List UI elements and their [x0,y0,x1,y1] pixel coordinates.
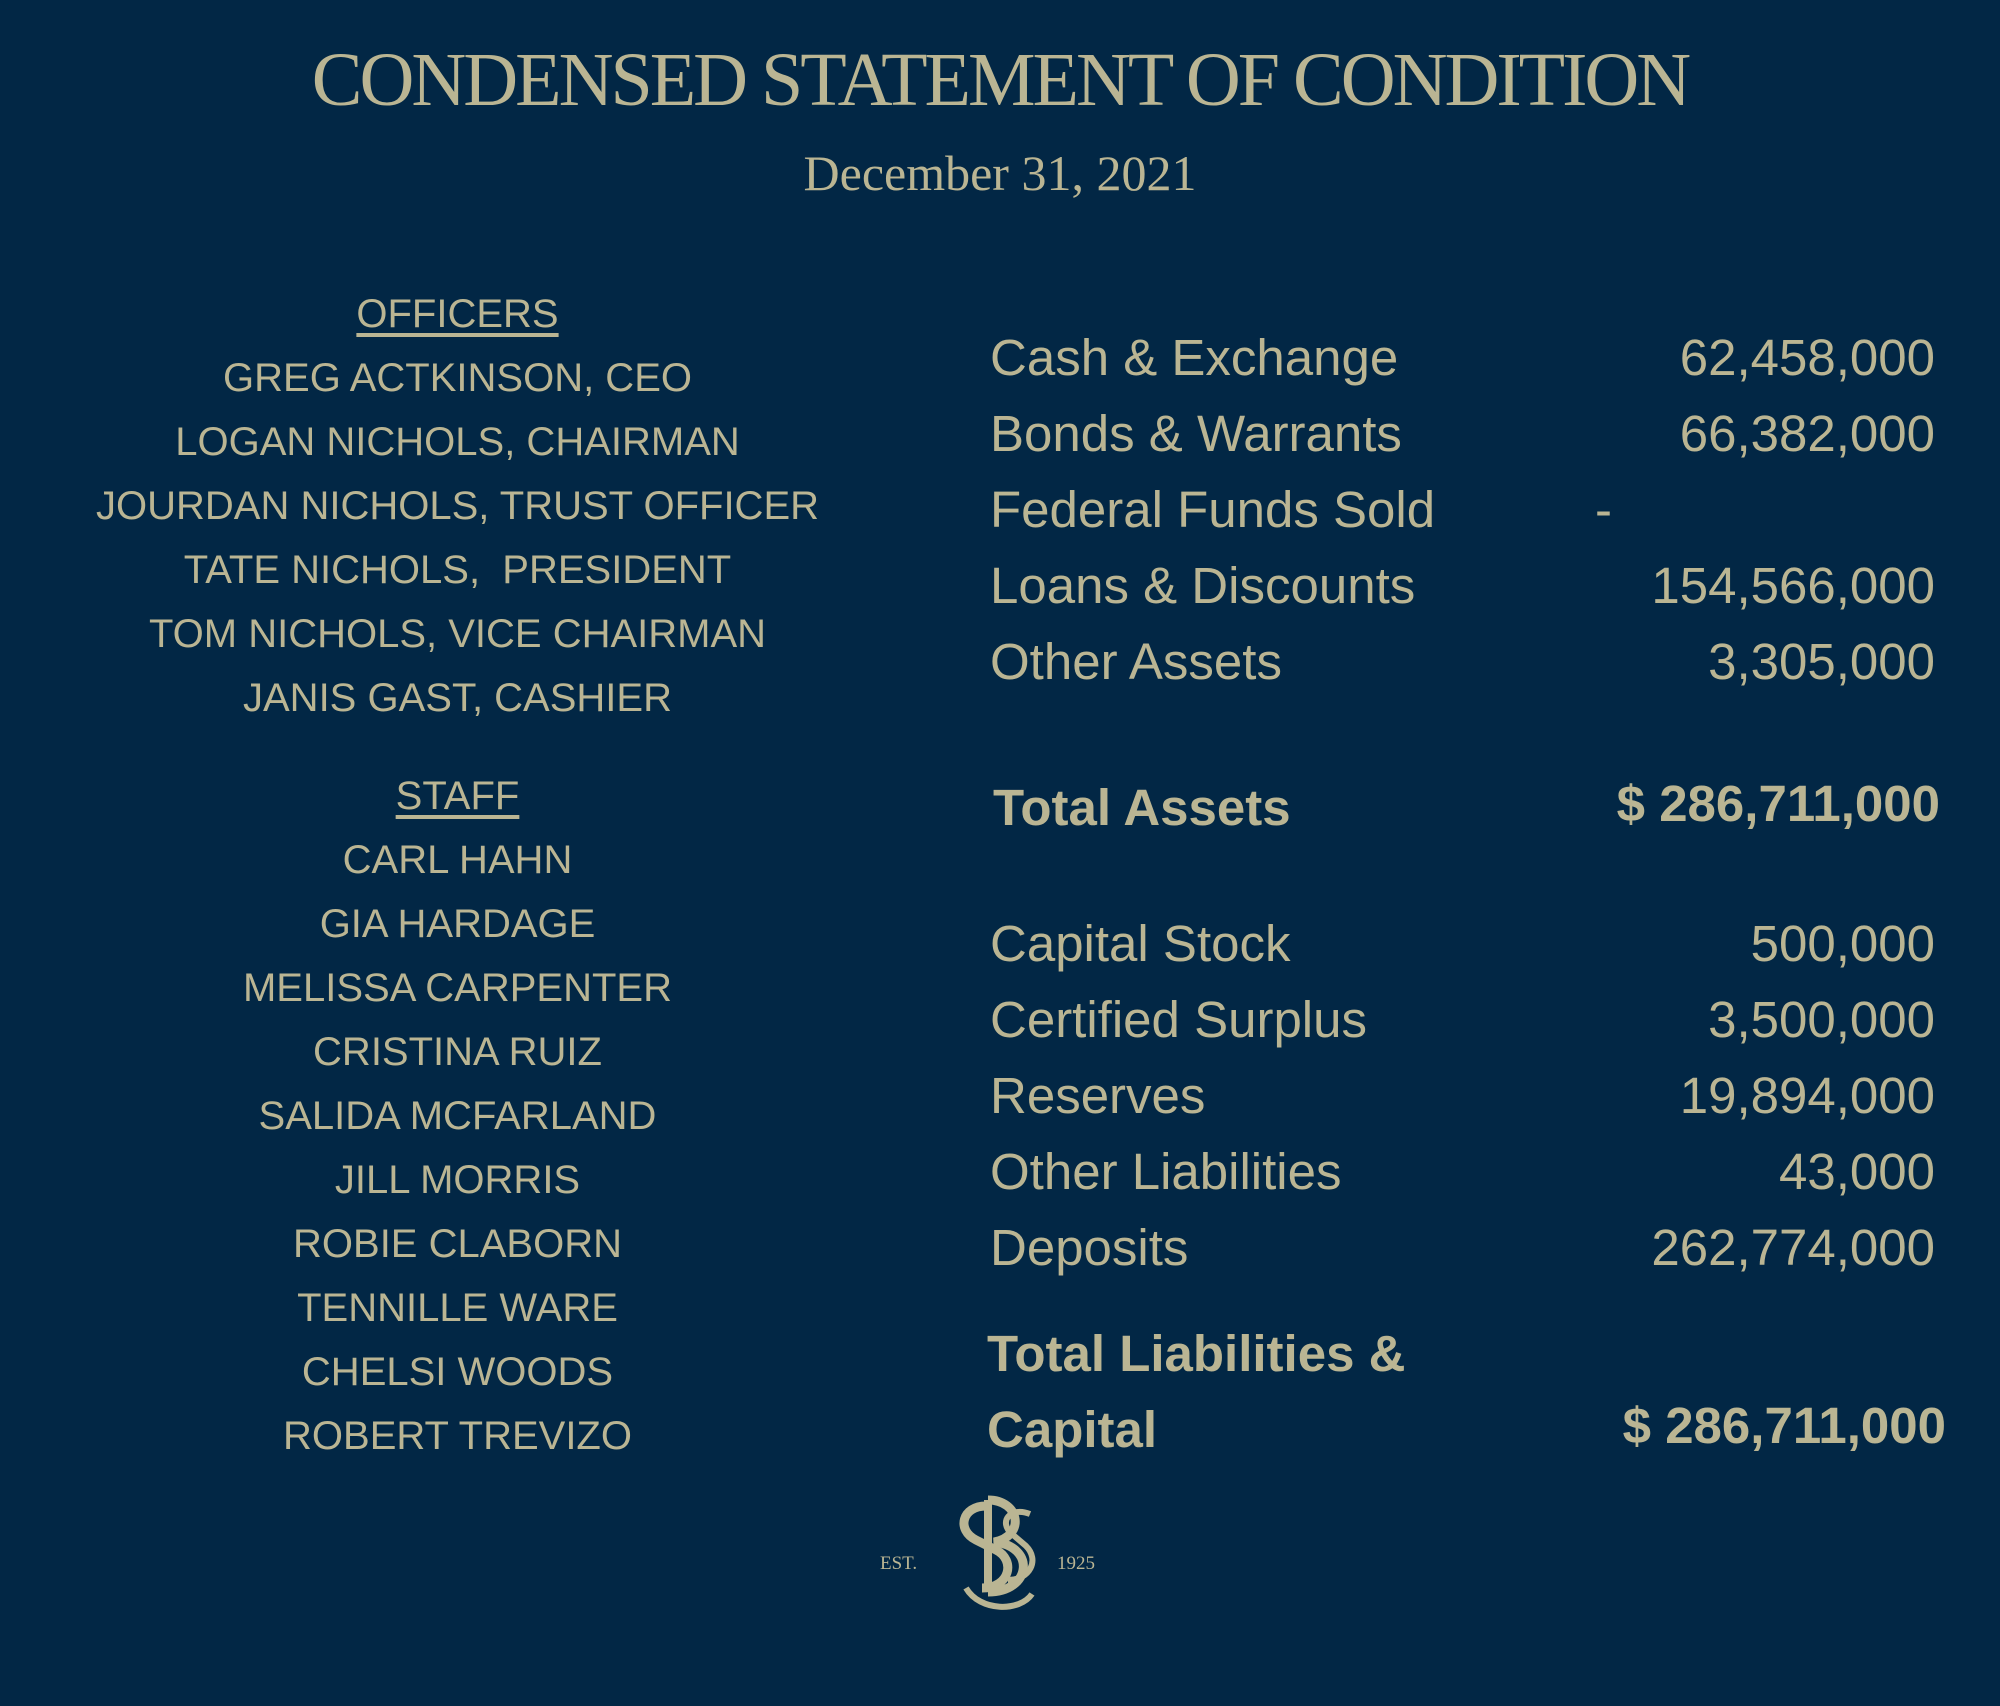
officer-name: JOURDAN NICHOLS, TRUST OFFICER [95,484,820,528]
officer-name: LOGAN NICHOLS, CHAIRMAN [175,420,740,464]
officer-name: GREG ACTKINSON, CEO [223,356,692,400]
staff-name: CRISTINA RUIZ [313,1030,602,1074]
liability-label: Deposits [990,1219,1189,1276]
officers-heading: OFFICERS [356,292,559,336]
asset-row [990,396,1935,472]
statement-date: December 31, 2021 [803,145,1197,202]
monogram-logo-icon [870,1488,1130,1628]
asset-label: Federal Funds Sold [990,481,1436,538]
staff-heading: STAFF [395,774,520,818]
liability-amount: 262,774,000 [1651,1219,1935,1276]
staff-name: ROBIE CLABORN [293,1222,622,1266]
liability-amount: 19,894,000 [1679,1067,1935,1124]
asset-row [990,624,1935,700]
staff-name: MELISSA CARPENTER [242,966,672,1010]
staff-section [40,764,875,1468]
liability-label: Other Liabilities [990,1143,1342,1200]
header [0,30,2000,202]
liabilities-table [990,906,1935,1286]
staff-name: JILL MORRIS [334,1158,581,1202]
liability-row [990,1210,1935,1286]
staff-name: TENNILLE WARE [297,1286,618,1330]
asset-row [990,320,1935,396]
asset-label: Loans & Discounts [990,557,1416,614]
officer-name: TATE NICHOLS, PRESIDENT [183,548,732,592]
total-assets-label: Total Assets [993,779,1291,836]
officer-name: JANIS GAST, CASHIER [243,676,672,720]
asset-label: Other Assets [990,633,1282,690]
est-label: EST. [880,1553,918,1574]
total-liabilities-amount: $ 286,711,000 [1622,1397,1946,1454]
assets-table [990,320,1935,700]
staff-name: GIA HARDAGE [319,902,596,946]
staff-name: CARL HAHN [342,838,573,882]
page-title: CONDENSED STATEMENT OF CONDITION [311,38,1689,122]
liability-row [990,1134,1935,1210]
asset-amount: 3,305,000 [1708,633,1935,690]
asset-label: Cash & Exchange [990,329,1399,386]
asset-amount: - [1595,481,1612,538]
liability-label: Certified Surplus [990,991,1367,1048]
total-assets-amount: $ 286,711,000 [1616,775,1940,832]
liability-label: Capital Stock [990,915,1291,972]
liability-row [990,906,1935,982]
liability-amount: 43,000 [1779,1143,1935,1200]
asset-amount: 154,566,000 [1651,557,1935,614]
asset-label: Bonds & Warrants [990,405,1402,462]
liability-row [990,982,1935,1058]
staff-name: ROBERT TREVIZO [283,1414,632,1458]
est-year: 1925 [1057,1553,1095,1574]
liability-label: Reserves [990,1067,1206,1124]
total-liabilities-label: Total Liabilities & Capital [987,1325,1406,1458]
asset-amount: 66,382,000 [1679,405,1935,462]
asset-amount: 62,458,000 [1679,329,1935,386]
officers-section [40,282,875,730]
bank-logo [870,1488,1130,1628]
liability-amount: 3,500,000 [1708,991,1935,1048]
liability-row [990,1058,1935,1134]
asset-row [990,472,1935,548]
liability-amount: 500,000 [1750,915,1935,972]
staff-name: SALIDA MCFARLAND [258,1094,657,1138]
asset-row [990,548,1935,624]
officer-name: TOM NICHOLS, VICE CHAIRMAN [148,612,767,656]
staff-name: CHELSI WOODS [301,1350,614,1394]
